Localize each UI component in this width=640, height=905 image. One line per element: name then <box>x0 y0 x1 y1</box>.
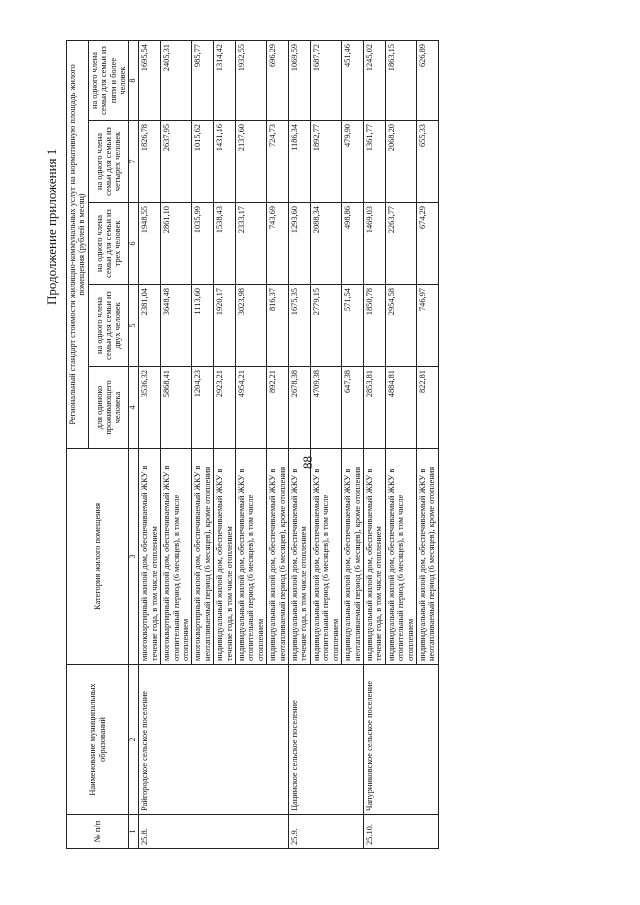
cost-value: 655,33 <box>416 121 438 203</box>
cost-value: 3536,32 <box>139 367 161 449</box>
cost-value: 1850,78 <box>363 285 385 367</box>
cost-value: 1361,77 <box>363 121 385 203</box>
cost-value: 2333,17 <box>236 203 267 285</box>
cost-value: 1948,55 <box>139 203 161 285</box>
cost-value: 451,46 <box>342 41 364 121</box>
housing-category: индивидуальный жилой дом, обеспечиваемый ЖКУ в отопительный период (6 месяцев), в том числе отоплением <box>310 449 341 665</box>
cost-value: 2381,04 <box>139 285 161 367</box>
cost-value: 2088,34 <box>310 203 341 285</box>
header-num: № п/п <box>67 815 129 849</box>
cost-value: 696,29 <box>267 41 289 121</box>
table-row <box>139 41 161 849</box>
cost-value: 816,37 <box>267 285 289 367</box>
cost-value: 2923,21 <box>214 367 236 449</box>
housing-category: многоквартирный жилой дом, обеспечиваемый ЖКУ в течение года, в том числе отоплением <box>139 449 161 665</box>
column-number: 7 <box>129 121 139 203</box>
cost-value: 4709,38 <box>310 367 341 449</box>
cost-value: 743,69 <box>267 203 289 285</box>
table-body <box>139 41 438 849</box>
column-number: 8 <box>129 41 139 121</box>
section-number: 25.8. <box>139 815 289 849</box>
cost-value: 2954,58 <box>385 285 416 367</box>
cost-value: 1186,34 <box>289 121 311 203</box>
cost-value: 1469,03 <box>363 203 385 285</box>
cost-value: 1035,99 <box>192 203 214 285</box>
housing-category: индивидуальный жилой дом, обеспечиваемый ЖКУ в неотапливаемый период (6 месяцев), кроме отопления <box>416 449 438 665</box>
cost-value: 985,77 <box>192 41 214 121</box>
cost-value: 647,38 <box>342 367 364 449</box>
cost-value: 1293,60 <box>289 203 311 285</box>
cost-value: 1069,59 <box>289 41 311 121</box>
cost-value: 2779,15 <box>310 285 341 367</box>
cost-value: 626,89 <box>416 41 438 121</box>
cost-value: 892,21 <box>267 367 289 449</box>
cost-value: 4884,81 <box>385 367 416 449</box>
table-row <box>363 41 385 849</box>
housing-category: индивидуальный жилой дом, обеспечиваемый ЖКУ в течение года, в том числе отоплением <box>363 449 385 665</box>
cost-value: 2861,10 <box>161 203 192 285</box>
cost-value: 1538,43 <box>214 203 236 285</box>
cost-value: 2853,81 <box>363 367 385 449</box>
cost-value: 1826,78 <box>139 121 161 203</box>
cost-value: 3648,48 <box>161 285 192 367</box>
header-col-five-plus: на одного члена семьи для семьи из пяти и более человек <box>88 41 129 121</box>
cost-value: 1920,17 <box>214 285 236 367</box>
header-municipality: Наименование муниципальных образований <box>67 665 129 815</box>
header-col-three: на одного члена семьи для семьи из трех человек <box>88 203 129 285</box>
housing-category: индивидуальный жилой дом, обеспечиваемый ЖКУ в неотапливаемый период (6 месяцев), кроме отопления <box>267 449 289 665</box>
section-number: 25.10. <box>363 815 438 849</box>
cost-value: 1863,15 <box>385 41 416 121</box>
cost-value: 4954,21 <box>236 367 267 449</box>
cost-value: 1245,02 <box>363 41 385 121</box>
cost-value: 1314,42 <box>214 41 236 121</box>
cost-value: 822,81 <box>416 367 438 449</box>
cost-value: 1675,35 <box>289 285 311 367</box>
page-number: 88 <box>300 456 315 469</box>
cost-value: 1892,77 <box>310 121 341 203</box>
header-standard-group: Региональный стандарт стоимости жилищно-коммунальных услуг на нормативную площадь жилого помещения (рублей в месяц) <box>67 41 89 449</box>
cost-value: 479,90 <box>342 121 364 203</box>
housing-category: многоквартирный жилой дом, обеспечиваемый ЖКУ в отопительный период (6 месяцев), в том числе отоплением <box>161 449 192 665</box>
column-number: 5 <box>129 285 139 367</box>
municipality-name: Чапурниковское сельское поселение <box>363 665 438 815</box>
cost-value: 2068,20 <box>385 121 416 203</box>
column-number: 1 <box>129 815 139 849</box>
section-number: 25.9. <box>289 815 364 849</box>
cost-value: 3023,98 <box>236 285 267 367</box>
cost-value: 1113,60 <box>192 285 214 367</box>
housing-category: индивидуальный жилой дом, обеспечиваемый ЖКУ в течение года, в том числе отоплением <box>214 449 236 665</box>
cost-value: 571,54 <box>342 285 364 367</box>
cost-value: 746,97 <box>416 285 438 367</box>
housing-category: индивидуальный жилой дом, обеспечиваемый ЖКУ в течение года, в том числе отоплением <box>289 449 311 665</box>
header-col-four: на одного члена семьи для семьи из четырех человек <box>88 121 129 203</box>
cost-value: 2263,77 <box>385 203 416 285</box>
column-number: 4 <box>129 367 139 449</box>
cost-value: 674,29 <box>416 203 438 285</box>
housing-category: индивидуальный жилой дом, обеспечиваемый ЖКУ в отопительный период (6 месяцев), в том числе отоплением <box>385 449 416 665</box>
cost-value: 1687,72 <box>310 41 341 121</box>
housing-cost-table <box>66 40 439 849</box>
housing-category: индивидуальный жилой дом, обеспечиваемый ЖКУ в неотапливаемый период (6 месяцев), кроме отопления <box>342 449 364 665</box>
housing-category: многоквартирный жилой дом, обеспечиваемый ЖКУ в неотапливаемый период (6 месяцев), кроме отопления <box>192 449 214 665</box>
column-number: 3 <box>129 449 139 665</box>
cost-value: 2405,31 <box>161 41 192 121</box>
cost-value: 1431,16 <box>214 121 236 203</box>
cost-value: 2637,95 <box>161 121 192 203</box>
header-category: Категория жилого помещения <box>67 449 129 665</box>
housing-category: индивидуальный жилой дом, обеспечиваемый ЖКУ в отопительный период (6 месяцев), в том числе отоплением <box>236 449 267 665</box>
cost-value: 2137,60 <box>236 121 267 203</box>
table-row <box>289 41 311 849</box>
cost-value: 1695,54 <box>139 41 161 121</box>
municipality-name: Цацинское сельское поселение <box>289 665 364 815</box>
header-col-single: для одиноко проживающего человека <box>88 367 129 449</box>
cost-value: 724,73 <box>267 121 289 203</box>
continuation-label: Продолжение приложения 1 <box>44 148 59 305</box>
column-number: 2 <box>129 665 139 815</box>
municipality-name: Райгородское сельское поселение <box>139 665 289 815</box>
cost-value: 498,86 <box>342 203 364 285</box>
header-col-two: на одного члена семьи для семьи из двух человек <box>88 285 129 367</box>
cost-value: 1015,62 <box>192 121 214 203</box>
cost-value: 1204,23 <box>192 367 214 449</box>
column-number: 6 <box>129 203 139 285</box>
cost-value: 5868,41 <box>161 367 192 449</box>
cost-value: 1932,55 <box>236 41 267 121</box>
cost-value: 2678,38 <box>289 367 311 449</box>
